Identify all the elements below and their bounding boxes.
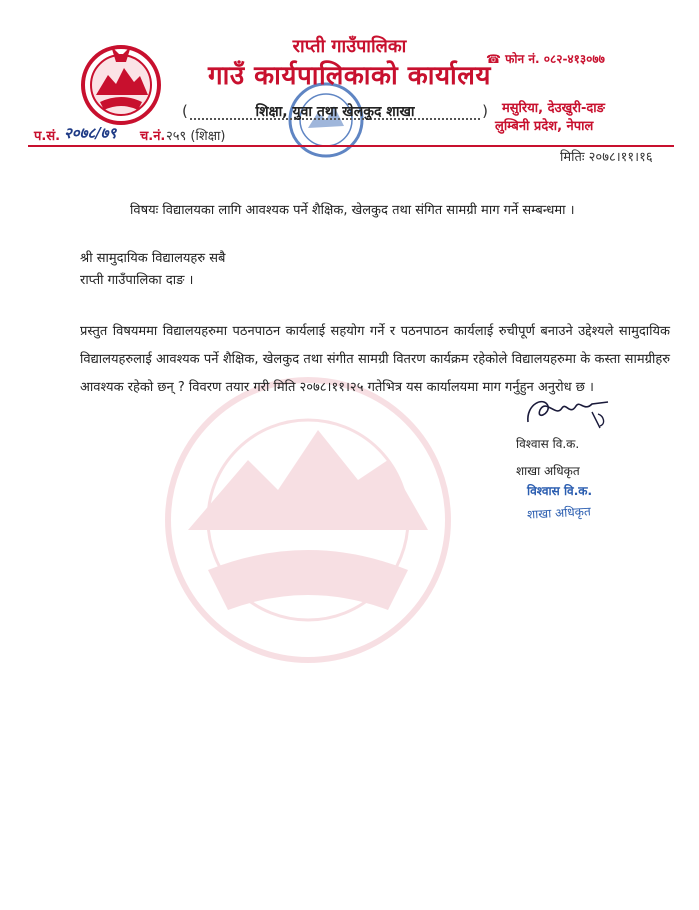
- addressee-line2: राप्ती गाउँपालिका दाङ ।: [80, 273, 194, 288]
- ref-cn-label: च.नं.: [140, 129, 166, 144]
- section-line: [182, 102, 488, 124]
- left-paren: (: [182, 102, 188, 120]
- handwritten-signature: [522, 392, 612, 432]
- ref-ps-label: प.सं.: [34, 129, 61, 144]
- stamp-post: शाखा अधिकृत: [526, 504, 592, 522]
- office-title: गाउँ कार्यपालिकाको कार्यालय: [208, 61, 491, 91]
- signatory-post: शाखा अधिकृत: [516, 464, 580, 478]
- ref-cn-value: २५९ (शिक्षा): [166, 129, 226, 144]
- signatory-name: विश्वास वि.क.: [516, 437, 580, 451]
- watermark-emblem: [128, 370, 488, 670]
- right-paren: ): [482, 102, 488, 120]
- office-name: राप्ती गाउँपालिका: [292, 36, 407, 57]
- stamp-name: विश्वास वि.क.: [527, 484, 593, 498]
- phone-number: ☎ फोन नं. ०८२-४१३०७७: [486, 52, 605, 66]
- section-name: शिक्षा, युवा तथा खेलकुद शाखा: [255, 104, 415, 120]
- address-line1: मसुरिया, देउखुरी-दाङ: [502, 101, 605, 116]
- letter-subject: विषयः विद्यालयका लागि आवश्यक पर्ने शैक्षिक, खेलकुद तथा संगित सामग्री माग गर्ने सम्बन्धमा ।: [130, 203, 575, 218]
- ref-ps-value: २०७८/७९: [64, 124, 117, 142]
- letter-date: मितिः २०७८।११।१६: [560, 150, 653, 165]
- letter-body: प्रस्तुत विषयममा विद्यालयहरुमा पठनपाठन कार्यलाई सहयोग गर्ने र पठनपाठन कार्यलाई रुचीपूर्ण बनाउने उद्देश्यले सामुदायिक विद्यालयहरुलाई आवश्यक पर्ने शैक्षिक, खेलकुद तथा संगीत सामग्री वितरण कार्यक्रम रहेकोले विद्यालयहरुमा के कस्ता सामग्रीहरु आवश्यक रहेको छन् ? विवरण तयार गरी मिति २०७८।११।२५ गतेभित्र यस कार्यालयमा माग गर्नुहुन अनुरोध छ ।: [80, 324, 670, 395]
- addressee-line1: श्री सामुदायिक विद्यालयहरु सबै: [80, 251, 226, 266]
- address-line2: लुम्बिनी प्रदेश, नेपाल: [495, 119, 594, 134]
